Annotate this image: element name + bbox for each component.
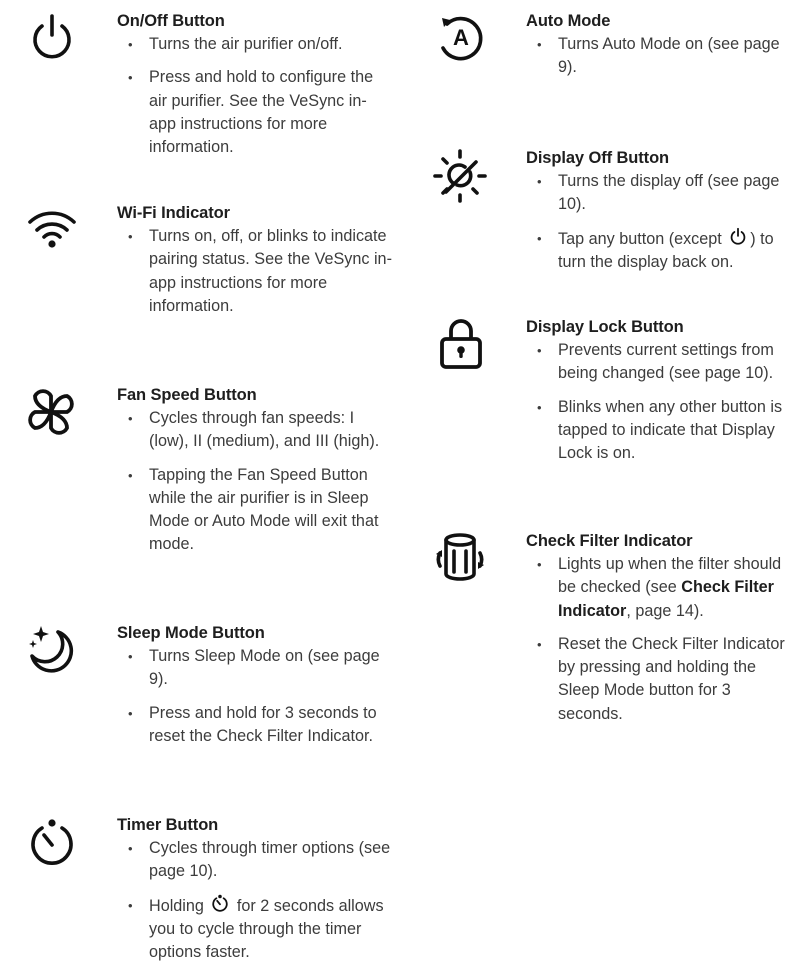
entry-title: On/Off Button [117,12,225,30]
filter-icon [432,530,488,586]
bullet-item: • Turns Sleep Mode on (see page 9). [117,645,392,692]
bullet-item: • Tapping the Fan Speed Button while the air purifier is in Sleep Mode or Auto Mode will exit that mode. [117,464,392,557]
bullet-item: • Lights up when the filter should be checked (see Check Filter Indicator, page 14). [526,553,788,623]
bullet-list [526,33,788,80]
bullet-list [117,837,392,964]
display-off-icon [432,148,488,204]
bullet-item: • Reset the Check Filter Indicator by pressing and holding the Sleep Mode button for 3 seconds. [526,633,788,726]
bullet-item: • Prevents current settings from being changed (see page 10). [526,339,788,386]
bullet-item: • Turns on, off, or blinks to indicate pairing status. See the VeSync in-app instructions for more information. [117,225,392,318]
bullet-item: • Tap any button (except ) to turn the display back on. [526,227,788,275]
entry-title: Fan Speed Button [117,386,257,404]
svg-text:A: A [453,25,469,50]
bullet-list [117,33,392,159]
entry-title: Wi-Fi Indicator [117,204,230,222]
bullet-item: • Press and hold for 3 seconds to reset the Check Filter Indicator. [117,702,392,749]
bullet-list [117,645,392,748]
bullet-item: • Cycles through timer options (see page 10). [117,837,392,884]
bullet-item: • Turns Auto Mode on (see page 9). [526,33,788,80]
fan-icon [23,384,79,440]
bullet-item: • Press and hold to configure the air purifier. See the VeSync in-app instructions for more information. [117,66,392,159]
bullet-item: • Cycles through fan speeds: I (low), II (medium), and III (high). [117,407,392,454]
moon-stars-icon [24,622,80,678]
bullet-list [526,339,788,465]
power-icon [24,10,80,66]
entry-title: Display Lock Button [526,318,684,336]
entry-title: Auto Mode [526,12,611,30]
bullet-list [117,225,392,318]
entry-title: Check Filter Indicator [526,532,693,550]
timer-icon [210,894,230,914]
bullet-item: • Blinks when any other button is tapped to indicate that Display Lock is on. [526,396,788,466]
bullet-item: • Turns the display off (see page 10). [526,170,788,217]
lock-icon [433,316,489,372]
entry-title: Timer Button [117,816,219,834]
entry-title: Sleep Mode Button [117,624,265,642]
bullet-item: • Holding for 2 seconds allows you to cycle through the timer options faster. [117,894,392,965]
bullet-list [526,170,788,274]
wifi-icon [24,204,80,260]
bullet-list [526,553,788,726]
timer-icon [24,816,80,872]
cross-reference: Check Filter Indicator [558,578,774,620]
power-icon [728,227,748,247]
auto-mode-icon [433,10,489,66]
bullet-list [117,407,392,557]
bullet-item: • Turns the air purifier on/off. [117,33,392,56]
entry-title: Display Off Button [526,149,670,167]
